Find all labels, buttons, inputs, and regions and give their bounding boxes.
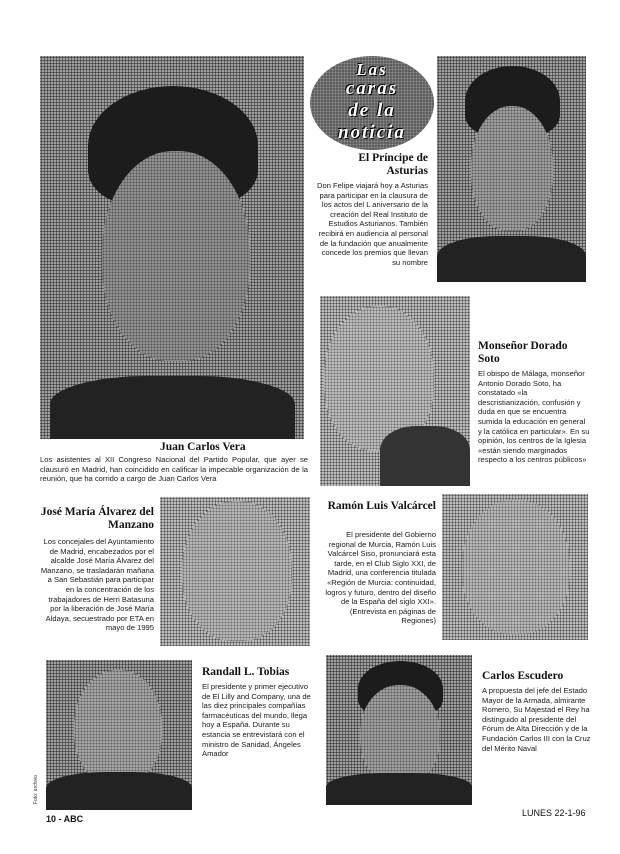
photo-credit: Foto: archivo bbox=[33, 775, 39, 804]
face-shape bbox=[102, 151, 250, 361]
name-carlos-escudero: Carlos Escudero bbox=[482, 670, 564, 682]
badge-line-3: de la bbox=[348, 100, 396, 121]
badge-line-1: Las bbox=[356, 60, 388, 79]
text-alvarez-manzano: Los concejales del Ayuntamiento de Madrid, encabezados por el alcalde José María Álvarez del Manzano, se trasladarán mañana a San Sebastián para participar en la concentración de los trabajadores de Herri Batasuna por la liberación de José María Aldaya, secuestrado por ETA en mayo de 1995 bbox=[40, 537, 154, 633]
text-juan-carlos-vera: Los asistentes al XII Congreso Nacional del Partido Popular, que ayer se clausuró en Madrid, han coincidido en calificar la impecable organización de la reunión, que ha corrido a cargo de Juan Carlos Vera bbox=[40, 455, 308, 484]
photo-juan-carlos-vera bbox=[40, 56, 304, 439]
section-badge bbox=[310, 56, 434, 150]
face-shape bbox=[74, 670, 162, 785]
photo-dorado-soto bbox=[320, 296, 470, 486]
page-folio: 10 - ABC bbox=[46, 814, 84, 824]
photo-principe-asturias bbox=[437, 56, 586, 282]
text-valcarcel: El presidente del Gobierno regional de Murcia, Ramón Luis Valcárcel Siso, pronunciará esta tarde, en el Club Siglo XXI, de Madrid, una conferencia titulada «Región de Murcia: continuidad, logros y futuro, dentro del diseño de la España del siglo XXI». (Entrevista en páginas de Regiones) bbox=[325, 530, 436, 626]
text-randall-tobias: El presidente y primer ejecutivo de El Lilly and Company, una de las diez principales compañías farmacéuticas del mundo, llega hoy a España. Durante su estancia se entrevistará con el ministro de Sanidad, Ángeles Amador bbox=[202, 682, 311, 759]
photo-alvarez-manzano bbox=[160, 497, 310, 646]
text-carlos-escudero: A propuesta del jefe del Estado Mayor de la Armada, almirante Romero, Su Majestad el Rey ha distinguido al presidente del Fórum de Alta Dirección y de la Fundación Carlos III con la Cruz del Mérito Naval bbox=[482, 686, 591, 753]
badge-line-4: noticia bbox=[338, 122, 406, 143]
suit-shape bbox=[326, 773, 472, 805]
photo-carlos-escudero bbox=[326, 655, 472, 805]
suit-shape bbox=[380, 426, 470, 486]
face-shape bbox=[182, 501, 292, 641]
face-shape bbox=[462, 500, 570, 634]
badge-line-2: caras bbox=[345, 78, 399, 99]
name-dorado-soto: Monseñor Dorado Soto bbox=[478, 340, 568, 365]
face-shape bbox=[471, 106, 553, 231]
name-alvarez-manzano: José María Álvarez del Manzano bbox=[40, 506, 154, 531]
page-date: LUNES 22-1-96 bbox=[522, 808, 586, 818]
name-principe-asturias: El Príncipe de Asturias bbox=[358, 152, 428, 177]
name-juan-carlos-vera: Juan Carlos Vera bbox=[160, 441, 246, 453]
suit-shape bbox=[50, 376, 295, 439]
face-shape bbox=[360, 685, 440, 785]
photo-valcarcel bbox=[442, 494, 588, 640]
text-dorado-soto: El obispo de Málaga, monseñor Antonio Dorado Soto, ha constatado «la descristianización, confusión y duda en que se encuentra sumida la educación en general y la católica en particular». En su opinión, los centros de la Iglesia «están siendo marginados respecto a los centros públicos» bbox=[478, 369, 590, 465]
suit-shape bbox=[437, 236, 586, 282]
text-principe-asturias: Don Felipe viajará hoy a Asturias para participar en la clausura de los actos del L aniversario de la creación del Real Instituto de Estudios Asturianos. También recibirá en audiencia al personal de la fundación que anualmente concede los premios que llevan su nombre bbox=[316, 181, 428, 267]
suit-shape bbox=[46, 772, 192, 810]
name-randall-tobias: Randall L. Tobias bbox=[202, 666, 290, 678]
photo-randall-tobias bbox=[46, 660, 192, 810]
name-valcarcel: Ramón Luis Valcárcel bbox=[327, 500, 436, 512]
